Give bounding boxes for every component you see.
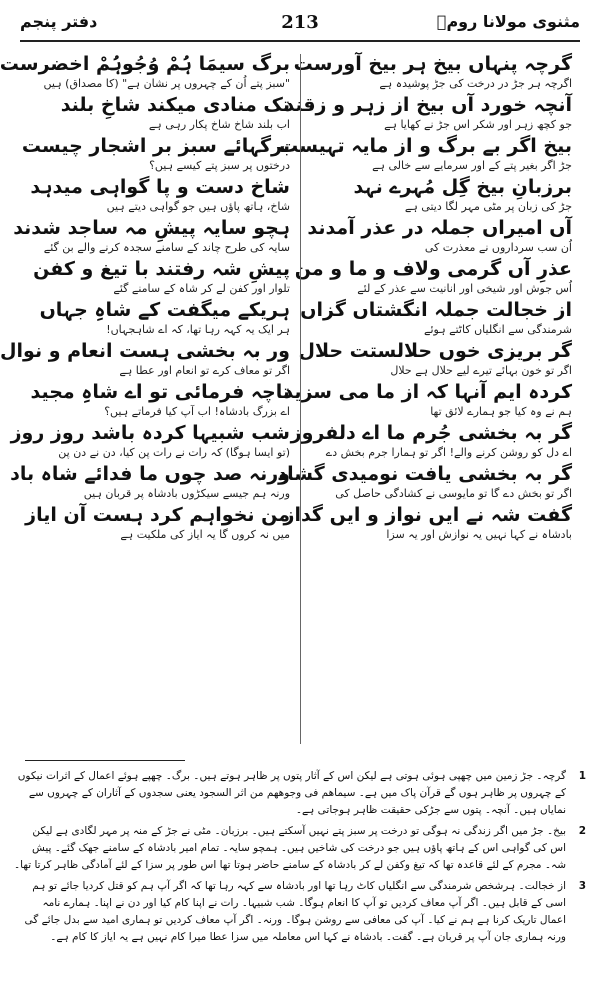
footnote-text: گرچہ۔ جڑ زمین میں چھپی ہوئی ہوتی ہے لیکن اس کے آثار پتوں پر ظاہر ہوتے ہیں۔ برگ۔ چھپے ہوئے اعمال کے اثرات نیکوں کے چہروں پر ظاہر ہوں گے قرآن پاک میں ہے۔ سیماھم فی وجوھھم من اثر السجود یعنی سجدوں کے آثاران کے چہروں سے نمایاں ہیں۔ آنچہ۔ پتوں سے جڑکی حقیقت ظاہر ہوجاتی ہے۔ <box>17 770 566 816</box>
gloss-line: (تو ایسا ہوگا) کہ رات نے رات پن کیا، دن نے دن پن <box>58 446 290 459</box>
verse-line: پیشِ شہ رفتند با تیغ و کفن <box>33 258 290 280</box>
verse-line: ہریکے میگفت کے شاہِ جہاں <box>39 299 290 321</box>
footnote-number: 3 <box>578 880 586 892</box>
book-title: مثنوی مولانا رومؒ <box>436 12 580 31</box>
verse-columns <box>0 52 572 752</box>
verse-line: عذرِ آں گرمی ولاف و ما و من <box>294 258 572 280</box>
gloss-line: بادشاہ نے کہا نہیں یہ نوازش اور یہ سزا <box>386 528 572 541</box>
gloss-line: "سبز پتے اُن کے چہروں پر نشان ہے" (کا مصداق) ہیں <box>43 77 290 90</box>
gloss-line: ورنہ ہم جیسے سیکڑوں بادشاہ پر قربان ہیں <box>83 487 290 500</box>
gloss-line: اگر تو معاف کرے تو انعام اور عطا ہے <box>119 364 290 377</box>
gloss-line: اے بزرگ بادشاہ! اب آپ کیا فرماتے ہیں؟ <box>104 405 290 418</box>
verse-line: گر بریزی خوں حلالستت حلال <box>298 340 572 362</box>
verse-line: من نخواہم کرد ہست آن ایاز <box>25 504 290 526</box>
right-column <box>277 52 572 544</box>
column-divider <box>300 54 301 744</box>
footnote-number: 2 <box>578 825 586 837</box>
verse-line: شاخ دست و پا گواہی میدہد <box>30 176 290 198</box>
gloss-line: سایہ کی طرح چاند کے سامنے سجدہ کرنے والے بن گئے <box>43 241 290 254</box>
gloss-line: شرمندگی سے انگلیاں کاٹتے ہوئے <box>424 323 572 336</box>
verse-line: آنچہ خورد آں بیخ از زہر و زقند <box>284 94 572 116</box>
verse-line: بیخ اگر بے برگ و از مایہ تہیست <box>279 135 572 157</box>
footnote-number: 1 <box>578 770 586 782</box>
verse-line: گر بہ بخشی جُرم ما اے دلفروز <box>290 422 572 444</box>
verse-line: شب شبیہا کردہ باشد روز روز <box>10 422 290 444</box>
footnote <box>14 878 586 946</box>
verse-line: تاچہ فرمائی تو اے شاہِ مجید <box>30 381 290 403</box>
gloss-line: اب بلند شاخ شاخ پکار رہی ہے <box>148 118 290 131</box>
verse-line: ہچو سایہ پیشِ مہ ساجد شدند <box>13 217 290 239</box>
gloss-line: اُس جوش اور شیخی اور انانیت سے عذر کے لئے <box>357 282 572 295</box>
verse-line: ور بہ بخشی ہست انعام و نوال <box>0 340 290 362</box>
gloss-line: اے دل کو روشن کرنے والے! اگر تو ہمارا جرم بخش دے <box>325 446 572 459</box>
gloss-line: درختوں پر سبز پتے کیسے ہیں؟ <box>149 159 290 172</box>
verse-line: آں امیراں جملہ در عذر آمدند <box>307 217 572 239</box>
gloss-line: جڑ اگر بغیر پتے کے اور سرمایے سے خالی ہے <box>372 159 572 172</box>
verse-line: از خجالت جملہ انگشتاں گزاں <box>300 299 572 321</box>
gloss-line: شاخ، ہاتھ پاؤں ہیں جو گواہی دیتے ہیں <box>106 200 290 213</box>
page-number: 213 <box>281 12 319 33</box>
footnotes <box>14 768 586 950</box>
verse-line: گر بہ بخشی یافت نومیدی گشاد <box>277 463 572 485</box>
footnote-text: بیخ۔ جڑ میں اگر زندگی نہ ہوگی تو درخت پر سبز پتے نہیں آسکتے ہیں۔ برزبان۔ مٹی نے جڑ کے منہ پر مہر لگادی ہے لیکن اس کی گواہی اس کے ہاتھ پاؤں ہیں جو درخت کی شاخیں ہیں۔ ہمچو سایہ۔ تمام امیر بادشاہ کے سامنے جھک گئے۔ پیش شہ۔ مجرم کے لئے قاعدہ تھا کہ تیغ وکفن لے کر بادشاہ کے سامنے حاضر ہوتا تھا اس طور پر سزا کے لئے آمادگی ظاہر کرتا تھا۔ <box>14 825 566 871</box>
gloss-line: اگر تو خون بہائے تیرے لیے حلال ہے حلال <box>390 364 572 377</box>
verse-line: کردہ ایم آنہا کہ از ما می سزید <box>283 381 572 403</box>
verse-line: گفت شہ نے ایں نواز و ایں گداز <box>283 504 572 526</box>
gloss-line: جڑ کی زبان پر مٹی مہر لگا دیتی ہے <box>404 200 572 213</box>
verse-line: گرچہ پنہاں بیخ ہر بیخ آورست <box>293 53 572 75</box>
gloss-line: ہر ایک یہ کہہ رہا تھا، کہ اے شاہجہاں! <box>106 323 290 336</box>
page-header <box>20 8 580 42</box>
left-column <box>0 52 290 544</box>
verse-line: برزبانِ بیخ گِل مُہرے نہد <box>353 176 572 198</box>
verse-line: برگ سیمَا ہُمْ وُجُوہُمْ اخضرست <box>0 53 290 75</box>
footnote <box>14 823 586 874</box>
footnote <box>14 768 586 819</box>
gloss-line: تلوار اور کفن لے کر شاہ کے سامنے گئے <box>113 282 290 295</box>
verse-line: برگہائے سبز بر اشجار چیست <box>21 135 290 157</box>
gloss-line: میں نہ کروں گا یہ ایاز کی ملکیت ہے <box>120 528 290 541</box>
footnote-text: از خجالت۔ ہرشخص شرمندگی سے انگلیاں کاٹ رہا تھا اور بادشاہ سے کہہ رہا تھا کہ اگر آپ ہم کو قتل کردیا جائے تو ہم اسی کے قابل ہیں۔ اگر آپ معاف کردیں تو آپ کا انعام ہوگا۔ شب شبیہا۔ رات نے اپنا کام کیا اور دن نے اپنا۔ ہمارے نامہ اعمال تاریک کرنا ہے ہم نے کیا۔ آپ کی معافی سے روشن ہوگا۔ ورنہ۔ اگر آپ معاف کردیں تو ہماری امید سے بدل جائے گی ورنہ ہماری جان آپ پر قربان ہے۔ گفت۔ بادشاہ نے کہا اس معاملہ میں سزا عطا میرا کام نہیں ہے یہ ایاز کا کام ہے۔ <box>24 880 566 943</box>
gloss-line: اگر تو بخش دے گا تو مایوسی نے کشادگی حاصل کی <box>335 487 572 500</box>
footnote-divider <box>25 760 185 761</box>
volume-title: دفتر پنجم <box>20 12 98 31</box>
verse-line: تک منادی میکند شاخِ بلند <box>60 94 290 116</box>
gloss-line: جو کچھ زہر اور شکر اس جڑ نے کھایا ہے <box>384 118 572 131</box>
verse-line: ورنہ صد چوں ما فدائے شاہ باد <box>10 463 290 485</box>
gloss-line: اُن سب سرداروں نے معذرت کی <box>424 241 572 254</box>
gloss-line: اگرچہ ہر جڑ در درخت کی جڑ پوشیدہ ہے <box>379 77 572 90</box>
gloss-line: ہم نے وہ کیا جو ہمارے لائق تھا <box>430 405 572 418</box>
